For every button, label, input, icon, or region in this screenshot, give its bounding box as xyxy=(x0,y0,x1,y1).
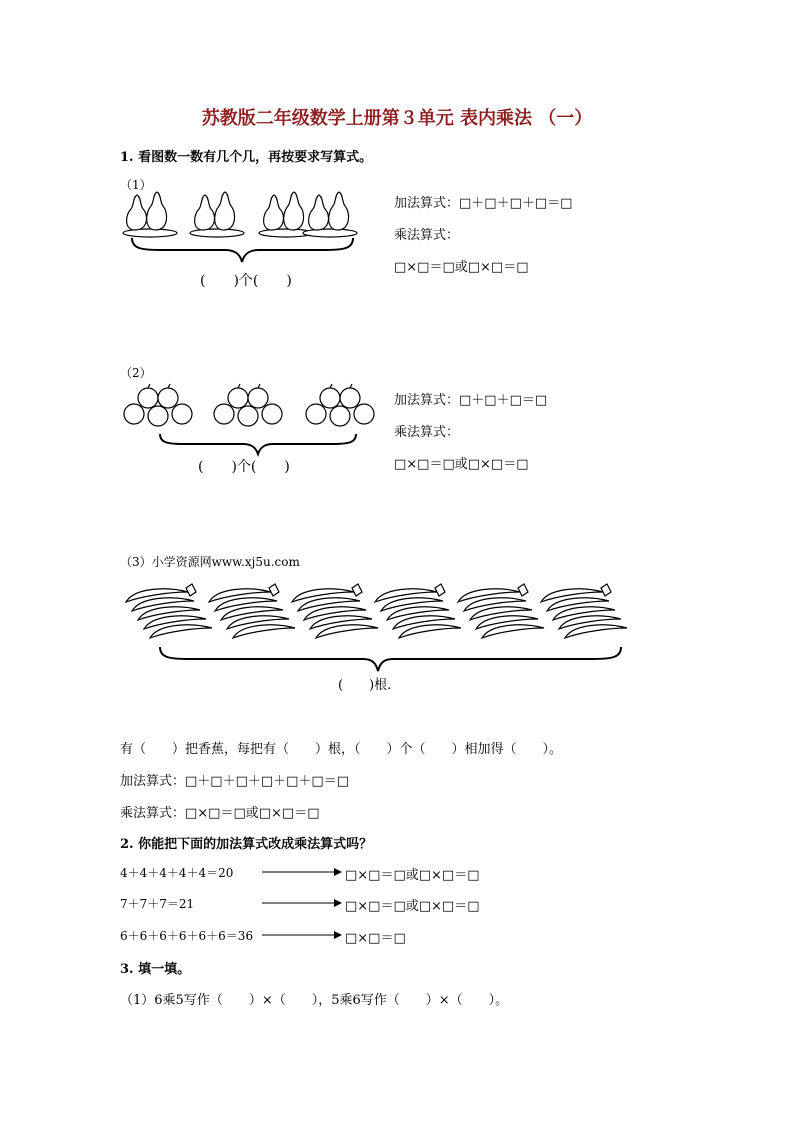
banana-bunches-illustration xyxy=(120,580,625,650)
part-1-label: （1） xyxy=(120,178,152,192)
apple-groups-illustration xyxy=(120,380,390,440)
part-2-addition: 加法算式：□＋□＋□＝□ xyxy=(394,393,548,408)
banana-bunch xyxy=(375,584,461,638)
q2-row-1-arrow xyxy=(262,866,342,878)
banana-bunch xyxy=(458,584,544,638)
apple-brace xyxy=(158,432,358,458)
banana-bunch xyxy=(209,584,295,638)
q2-row-2-answer: □×□＝□或□×□＝□ xyxy=(345,899,480,914)
banana-brace xyxy=(158,645,623,673)
q2-row-2-expression: 7＋7＋7＝21 xyxy=(120,897,195,911)
part-1-multiplication-equation: □×□＝□或□×□＝□ xyxy=(394,260,529,275)
part-2-multiplication-label: 乘法算式： xyxy=(394,425,460,440)
part-3-sentence: 有（ ）把香蕉，每把有（ ）根，（ ）个（ ）相加得（ ）。 xyxy=(120,742,563,757)
q2-row-3-arrow xyxy=(262,929,342,941)
q2-row-1-answer: □×□＝□或□×□＝□ xyxy=(345,868,480,883)
part-3-label: （3）小学资源网www.xj5u.com xyxy=(120,555,300,569)
question-3-heading: 3. 填一填。 xyxy=(120,962,191,977)
banana-bunch xyxy=(292,584,378,638)
part-3-addition: 加法算式：□＋□＋□＋□＋□＋□＝□ xyxy=(120,774,349,789)
question-1-heading: 1. 看图数一数有几个几，再按要求写算式。 xyxy=(120,150,373,165)
q2-row-3-answer: □×□＝□ xyxy=(345,931,406,946)
banana-bunch xyxy=(541,584,627,638)
part-2-label: （2） xyxy=(120,366,152,380)
part-1-addition: 加法算式：□＋□＋□＋□＝□ xyxy=(394,196,573,211)
q2-row-1-expression: 4＋4＋4＋4＋4＝20 xyxy=(120,866,234,880)
part-1-bracket-text: ( )个( ) xyxy=(200,273,292,289)
question-2-heading: 2. 你能把下面的加法算式改成乘法算式吗？ xyxy=(120,837,373,852)
part-1-multiplication-label: 乘法算式： xyxy=(394,228,460,243)
part-3-bracket-text: ( )根. xyxy=(338,678,392,693)
part-2-bracket-text: ( )个( ) xyxy=(198,459,290,475)
q2-row-2-arrow xyxy=(262,897,342,909)
pear-brace xyxy=(130,236,355,266)
banana-bunch xyxy=(126,584,212,638)
page-title: 苏教版二年级数学上册第３单元 表内乘法 （一） xyxy=(201,108,593,129)
q3-line-1: （1）6乘5写作（ ）×（ ），5乘6写作（ ）×（ ）。 xyxy=(120,993,509,1008)
part-2-multiplication-equation: □×□＝□或□×□＝□ xyxy=(394,457,529,472)
q2-row-3-expression: 6＋6＋6＋6＋6＋6＝36 xyxy=(120,929,254,943)
part-3-multiplication: 乘法算式：□×□＝□或□×□＝□ xyxy=(120,806,320,821)
